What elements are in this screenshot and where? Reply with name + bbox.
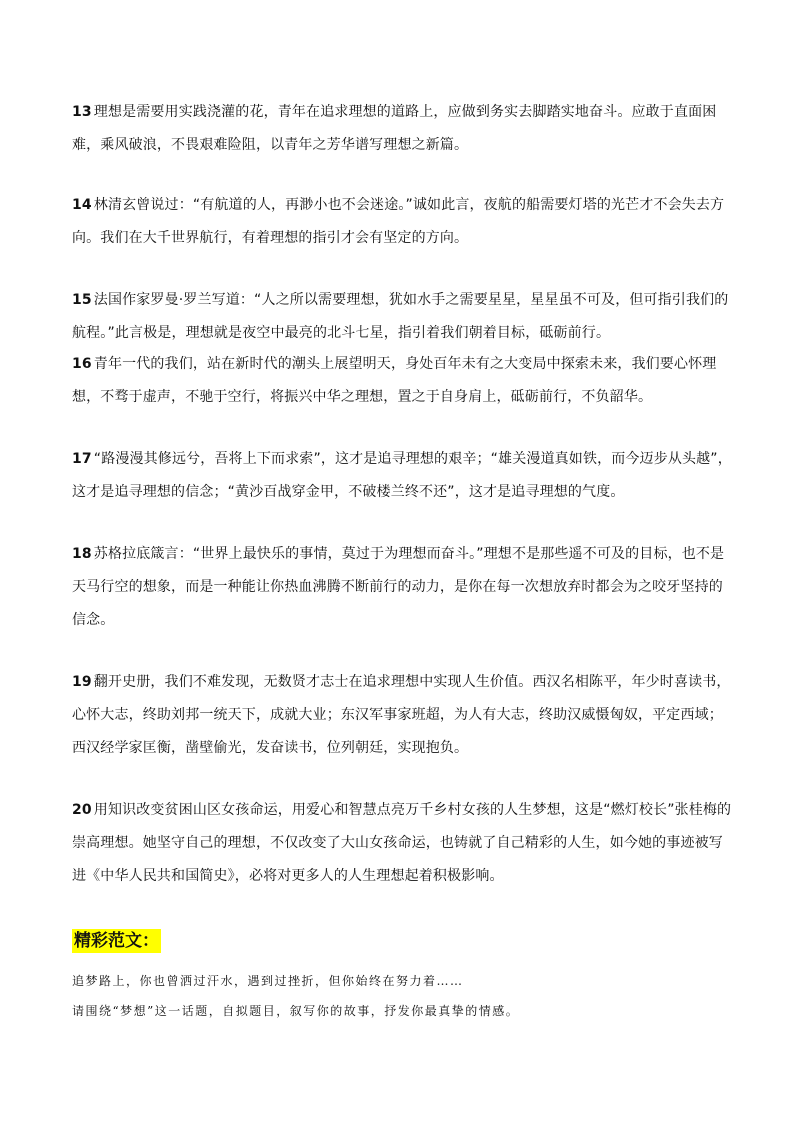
paragraph-17 — [72, 443, 732, 509]
paragraph-number: 20 — [72, 802, 92, 818]
paragraph-text: “路漫漫其修远兮，吾将上下而求索”，这才是追寻理想的艰辛；“雄关漫道真如铁，而今迈步从头越”，这才是追寻理想的信念；“黄沙百战穿金甲，不破楼兰终不还”，这才是追寻理想的气度。 — [72, 451, 732, 500]
paragraph-15 — [72, 284, 732, 350]
prompt-line-2: 请围绕“梦想”这一话题，自拟题目，叙写你的故事，抒发你最真挚的情感。 — [72, 1004, 520, 1018]
paragraph-text: 林清玄曾说过：“有航道的人，再渺小也不会迷途。”诚如此言，夜航的船需要灯塔的光芒才不会失去方向。我们在大千世界航行，有着理想的指引才会有坚定的方向。 — [72, 197, 725, 246]
paragraph-text: 翻开史册，我们不难发现，无数贤才志士在追求理想中实现人生价值。西汉名相陈平，年少时喜读书，心怀大志，终助刘邦一统天下，成就大业；东汉军事家班超，为人有大志，终助汉威慑匈奴，平定西域；西汉经学家匡衡，凿壁偷光，发奋读书，位列朝廷，实现抱负。 — [72, 674, 731, 756]
section-heading: 精彩范文： — [74, 931, 159, 951]
prompt-line-1: 追梦路上，你也曾洒过汗水，遇到过挫折，但你始终在努力着…… — [72, 974, 464, 988]
paragraph-text: 苏格拉底箴言：“世界上最快乐的事情，莫过于为理想而奋斗。”理想不是那些遥不可及的目标，也不是天马行空的想象，而是一种能让你热血沸腾不断前行的动力，是你在每一次想放弃时都会为之咬牙坚持的信念。 — [72, 546, 725, 628]
paragraph-13 — [72, 96, 732, 162]
paragraph-number: 19 — [72, 674, 92, 690]
paragraph-text: 理想是需要用实践浇灌的花，青年在追求理想的道路上，应做到务实去脚踏实地奋斗。应敢于直面困难，乘风破浪，不畏艰难险阻，以青年之芳华谱写理想之新篇。 — [72, 104, 717, 153]
paragraph-number: 13 — [72, 104, 92, 120]
paragraph-16 — [72, 348, 732, 414]
paragraph-text: 法国作家罗曼·罗兰写道：“人之所以需要理想，犹如水手之需要星星，星星虽不可及，但可指引我们的航程。”此言极是，理想就是夜空中最亮的北斗七星，指引着我们朝着目标，砥砺前行。 — [72, 292, 729, 341]
paragraph-text: 青年一代的我们，站在新时代的潮头上展望明天，身处百年未有之大变局中探索未来，我们要心怀理想，不骛于虚声，不驰于空行，将振兴中华之理想，置之于自身肩上，砥砺前行，不负韶华。 — [72, 356, 717, 405]
paragraph-number: 17 — [72, 451, 92, 467]
paragraph-14 — [72, 189, 732, 255]
paragraph-number: 18 — [72, 546, 92, 562]
paragraph-18 — [72, 538, 732, 637]
paragraph-number: 14 — [72, 197, 92, 213]
paragraph-19 — [72, 666, 732, 765]
paragraph-number: 15 — [72, 292, 92, 308]
paragraph-text: 用知识改变贫困山区女孩命运，用爱心和智慧点亮万千乡村女孩的人生梦想，这是“燃灯校长”张桂梅的崇高理想。她坚守自己的理想，不仅改变了大山女孩命运，也铸就了自己精彩的人生，如今她的事迹被写进《中华人民共和国简史》，必将对更多人的人生理想起着积极影响。 — [72, 802, 732, 884]
paragraph-number: 16 — [72, 356, 92, 372]
paragraph-20 — [72, 794, 732, 893]
